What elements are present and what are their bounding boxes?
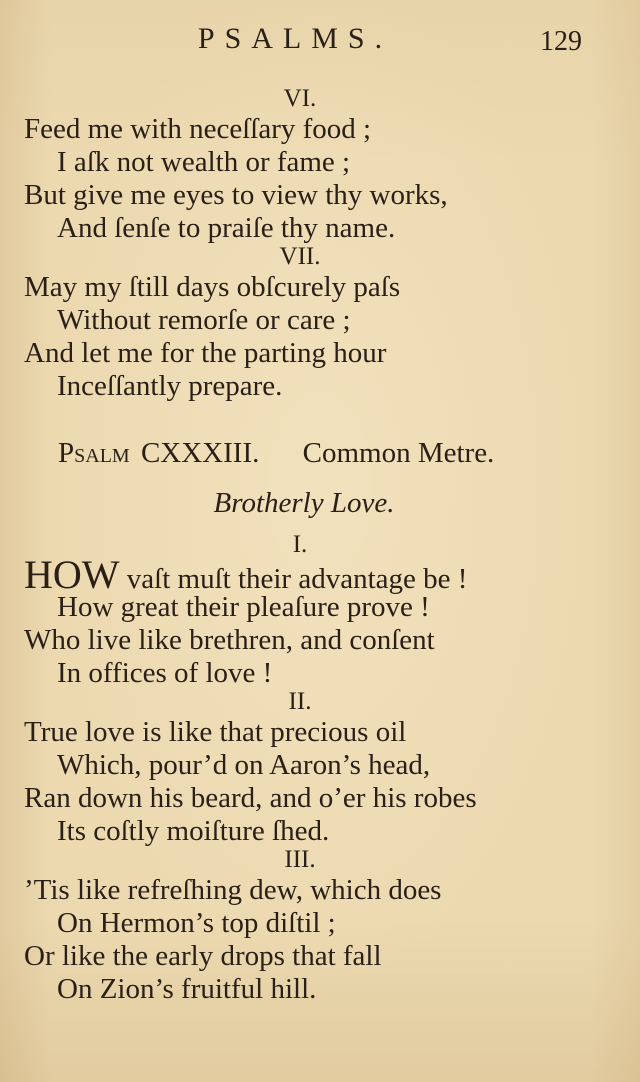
verse-line: Without remorſe or care ; <box>57 304 351 336</box>
page-number: 129 <box>540 26 582 57</box>
drop-cap: HOW <box>24 552 120 597</box>
verse-line: Inceſſantly prepare. <box>57 370 283 402</box>
verse-line: And ſenſe to praiſe thy name. <box>57 212 396 244</box>
verse-line: I aſk not wealth or fame ; <box>57 146 351 178</box>
psalm-subtitle: Brotherly Love. <box>213 487 395 519</box>
stanza-numeral: VII. <box>279 243 321 270</box>
verse-line: How great their pleaſure prove ! <box>57 591 430 623</box>
verse-line: And let me for the parting hour <box>24 337 387 369</box>
verse-line-rest: vaſt muſt their advantage be ! <box>119 563 468 595</box>
verse-line: Its coſtly moiſture ſhed. <box>57 815 330 847</box>
verse-line: In offices of love ! <box>57 657 273 689</box>
verse-line: True love is like that precious oil <box>24 716 407 748</box>
stanza-numeral: I. <box>292 531 308 558</box>
verse-line: Which, pour’d on Aaron’s head, <box>57 749 431 781</box>
stanza-numeral: II. <box>288 688 312 715</box>
psalm-number: CXXXIII. <box>140 437 260 469</box>
stanza-numeral: III. <box>284 846 316 873</box>
verse-line: Or like the early drops that fall <box>24 940 382 972</box>
verse-line: Ran down his beard, and o’er his robes <box>24 782 477 814</box>
psalm-metre: Common Metre. <box>302 437 495 469</box>
verse-line: But give me eyes to view thy works, <box>24 179 448 211</box>
running-header <box>0 22 640 66</box>
running-title: PSALMS. <box>197 22 393 55</box>
verse-line: ’Tis like refreſhing dew, which does <box>24 874 442 906</box>
verse-line: On Zion’s fruitful hill. <box>57 973 317 1005</box>
stanza-numeral: VI. <box>283 85 317 112</box>
verse-line: May my ſtill days obſcurely paſs <box>24 271 401 303</box>
verse-line: Who live like brethren, and conſent <box>24 624 435 656</box>
psalm-label: Psalm <box>58 437 130 469</box>
psalm-heading <box>58 437 494 470</box>
verse-line: Feed me with neceſſary food ; <box>24 113 372 145</box>
verse-line: On Hermon’s top diſtil ; <box>57 907 336 939</box>
